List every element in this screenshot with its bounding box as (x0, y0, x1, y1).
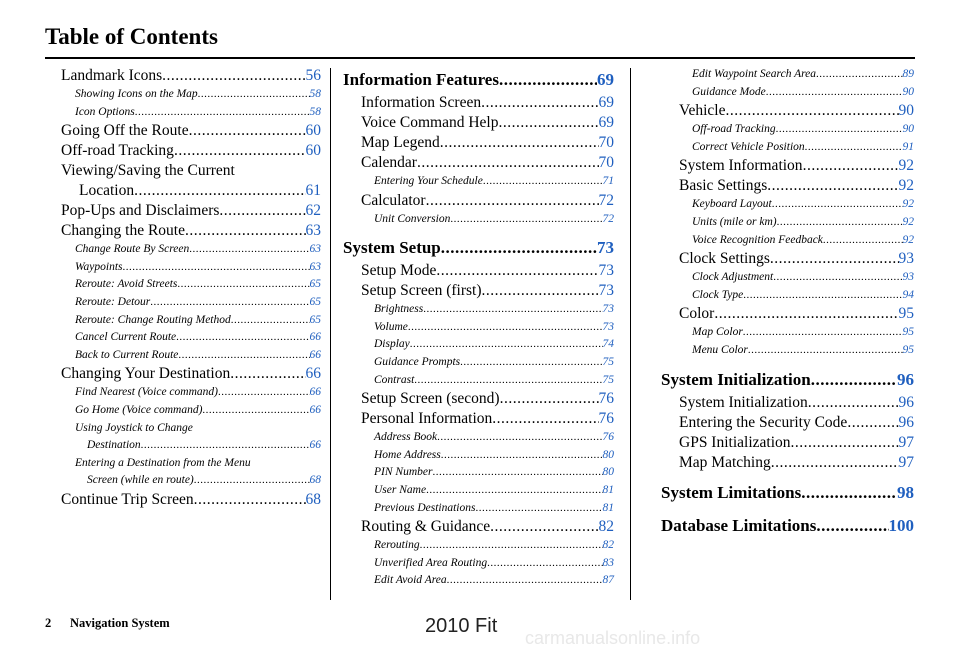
toc-entry-label: Vehicle (679, 102, 726, 120)
leader-dots (441, 238, 597, 258)
page-number-link[interactable]: 96 (898, 393, 914, 411)
leader-dots (189, 241, 309, 259)
toc-entry-label: Edit Avoid Area (374, 574, 447, 587)
toc-entry[interactable] (661, 453, 914, 473)
page-number-link[interactable]: 90 (898, 102, 914, 120)
page-number-link[interactable]: 73 (602, 320, 614, 333)
toc-entry[interactable] (61, 181, 321, 201)
leader-dots (432, 464, 602, 482)
toc-entry[interactable] (343, 409, 614, 429)
toc-entry[interactable] (61, 347, 321, 365)
toc-entry[interactable] (61, 364, 321, 384)
toc-entry-label: Go Home (Voice command) (75, 403, 203, 416)
toc-entry-label: Off-road Tracking (61, 142, 174, 160)
page-number-link[interactable]: 73 (597, 238, 614, 258)
toc-entry-label: User Name (374, 483, 427, 496)
toc-entry-label: Entering Your Schedule (374, 175, 483, 187)
toc-entry-label: Changing Your Destination (61, 365, 231, 383)
leader-dots (801, 483, 897, 503)
toc-entry-label: Previous Destinations (374, 501, 476, 514)
toc-entry[interactable] (61, 384, 321, 402)
leader-dots (490, 517, 598, 537)
page-number-link[interactable]: 74 (602, 338, 614, 351)
leader-dots (492, 409, 598, 429)
toc-entry[interactable] (661, 176, 914, 196)
page-number-link[interactable]: 83 (602, 556, 614, 569)
leader-dots (499, 70, 597, 90)
leader-dots (776, 121, 903, 139)
toc-entry-label: Menu Color (692, 343, 748, 356)
toc-entry[interactable] (61, 259, 321, 277)
page-number-link[interactable]: 72 (598, 191, 614, 209)
page-number-link[interactable]: 97 (898, 453, 914, 471)
toc-section-entry[interactable] (661, 516, 914, 536)
leader-dots (475, 500, 602, 518)
page-number-link[interactable]: 76 (598, 410, 614, 428)
page-number-link[interactable]: 72 (602, 212, 614, 225)
footer-title: Navigation System (70, 616, 170, 630)
toc-column-3 (661, 66, 914, 539)
page-number-link[interactable]: 58 (309, 105, 321, 118)
toc-entry-label: Entering the Security Code (679, 413, 848, 431)
toc-entry-label: Routing & Guidance (361, 518, 491, 536)
toc-entry-label: Keyboard Layout (692, 198, 772, 211)
column-divider (630, 68, 631, 600)
leader-dots (771, 453, 899, 473)
page-number-link[interactable]: 58 (309, 88, 321, 100)
toc-entry-label: Information Screen (361, 94, 482, 111)
toc-entry[interactable] (61, 402, 321, 420)
toc-entry[interactable] (661, 156, 914, 176)
page-number-link[interactable]: 73 (598, 282, 614, 300)
toc-entry[interactable] (661, 214, 914, 232)
toc-entry-label: GPS Initialization (679, 433, 791, 451)
toc-entry-label: Map Legend (361, 134, 440, 151)
toc-entry[interactable] (661, 101, 914, 121)
toc-entry-label: Changing the Route (61, 222, 185, 240)
toc-entry[interactable] (61, 66, 321, 86)
toc-entry-label: Units (mile or km) (692, 215, 777, 228)
toc-entry[interactable] (343, 261, 614, 281)
leader-dots (194, 490, 306, 510)
toc-entry[interactable] (61, 294, 321, 312)
page-number-link[interactable]: 76 (602, 431, 614, 444)
toc-entry[interactable] (343, 301, 614, 319)
page-number-link[interactable]: 65 (309, 313, 321, 326)
toc-section-entry[interactable] (661, 483, 914, 503)
toc-entry[interactable] (661, 433, 914, 453)
page-number-link[interactable]: 80 (602, 448, 614, 461)
page-number-link[interactable]: 75 (602, 373, 614, 386)
toc-entry[interactable] (61, 221, 321, 241)
page-number-link[interactable]: 66 (309, 403, 321, 416)
page-number-link[interactable]: 92 (902, 233, 914, 246)
toc-entry-label: Setup Screen (first) (361, 282, 482, 300)
page-number-link[interactable]: 90 (902, 85, 914, 98)
page-number-link[interactable]: 95 (898, 305, 914, 323)
page-number-link[interactable]: 80 (602, 466, 614, 479)
page-number-link[interactable]: 92 (902, 198, 914, 211)
leader-dots (436, 261, 598, 281)
toc-entry-label: System Limitations (661, 482, 802, 502)
page-number-link[interactable]: 69 (597, 70, 614, 89)
page-number-link[interactable]: 81 (602, 483, 614, 496)
leader-dots (426, 482, 602, 500)
leader-dots (791, 433, 899, 453)
toc-entry-label: PIN Number (374, 466, 433, 479)
toc-entry[interactable] (61, 201, 321, 221)
toc-entry[interactable] (61, 141, 321, 161)
page-title: Table of Contents (45, 24, 218, 49)
toc-entry-label: Location (79, 182, 135, 200)
toc-entry-label: Personal Information (361, 410, 493, 428)
toc-entry[interactable] (343, 173, 614, 191)
page-number-link[interactable]: 70 (598, 154, 614, 171)
leader-dots (482, 281, 599, 301)
toc-entry-label: Viewing/Saving the Current (61, 162, 235, 180)
leader-dots (218, 384, 310, 402)
toc-column-2 (343, 66, 614, 590)
toc-entry-label: System Setup (343, 238, 441, 258)
toc-entry[interactable] (343, 336, 614, 354)
toc-entry-label: Reroute: Change Routing Method (75, 313, 231, 326)
leader-dots (185, 221, 306, 241)
toc-entry[interactable] (343, 93, 614, 113)
leader-dots (420, 537, 603, 555)
leader-dots (162, 66, 305, 86)
page-number-link[interactable]: 92 (898, 157, 914, 175)
toc-entry-label: Voice Recognition Feedback (692, 233, 823, 246)
toc-entry[interactable] (661, 232, 914, 250)
page-number-link[interactable]: 73 (598, 262, 614, 280)
toc-entry-label: Screen (while en route) (87, 474, 194, 487)
leader-dots (714, 304, 898, 324)
leader-dots (450, 211, 602, 229)
page-number-link[interactable]: 75 (602, 355, 614, 368)
page-number-link[interactable]: 82 (598, 518, 614, 536)
leader-dots (437, 429, 602, 447)
page-number-link[interactable]: 68 (309, 474, 321, 487)
page-number-link[interactable]: 92 (898, 177, 914, 195)
toc-entry[interactable] (661, 66, 914, 84)
leader-dots (772, 196, 903, 214)
leader-dots (414, 372, 602, 390)
toc-entry-label: Setup Screen (second) (361, 390, 500, 408)
page-number-link[interactable]: 60 (305, 142, 321, 160)
toc-entry[interactable] (61, 86, 321, 104)
toc-entry-label: Basic Settings (679, 177, 768, 195)
toc-entry-label: Cancel Current Route (75, 331, 177, 344)
page-number-link[interactable]: 98 (897, 482, 914, 502)
toc-section-entry[interactable] (343, 238, 614, 258)
leader-dots (725, 101, 898, 121)
toc-entry-label: Unverified Area Routing (374, 556, 488, 569)
leader-dots (823, 232, 903, 250)
toc-entry[interactable] (343, 319, 614, 337)
toc-entry[interactable] (661, 139, 914, 157)
page-number-link[interactable]: 68 (305, 490, 321, 508)
page-number-link[interactable]: 63 (309, 243, 321, 256)
toc-entry-label: Off-road Tracking (692, 123, 776, 136)
leader-dots (743, 287, 902, 305)
toc-entry[interactable] (61, 312, 321, 330)
page-number-link[interactable]: 66 (309, 331, 321, 344)
footer-page-number: 2 (45, 616, 52, 630)
toc-entry[interactable] (343, 572, 614, 590)
toc-entry[interactable] (661, 342, 914, 360)
leader-dots (177, 276, 309, 294)
leader-dots (481, 93, 598, 113)
toc-entry-label: Entering a Destination from the Menu (75, 456, 251, 469)
toc-entry[interactable] (343, 133, 614, 153)
page-number-link[interactable]: 73 (602, 303, 614, 316)
toc-entry-label: Home Address (374, 448, 441, 461)
toc-entry-label: Correct Vehicle Position (692, 140, 805, 153)
leader-dots (141, 437, 310, 455)
toc-entry-label: Back to Current Route (75, 348, 179, 361)
page-number-link[interactable]: 63 (305, 222, 321, 240)
leader-dots (487, 555, 602, 573)
page-number-link[interactable]: 63 (309, 260, 321, 273)
page-number-link[interactable]: 70 (598, 134, 614, 151)
page-number-link[interactable]: 95 (902, 326, 914, 339)
watermark: 2010 Fit (425, 615, 498, 637)
toc-entry-label: Contrast (374, 373, 415, 386)
toc-entry-label: Display (374, 338, 410, 351)
toc-entry-label: System Information (679, 157, 803, 175)
page-number-link[interactable]: 96 (898, 413, 914, 431)
leader-dots (198, 86, 310, 104)
leader-dots (410, 336, 603, 354)
toc-entry-label: Landmark Icons (61, 67, 163, 84)
leader-dots (748, 342, 903, 360)
toc-entry[interactable] (343, 447, 614, 465)
page-number-link[interactable]: 65 (309, 295, 321, 308)
toc-entry[interactable] (343, 372, 614, 390)
toc-entry-label: Voice Command Help (361, 114, 499, 131)
column-divider (330, 68, 331, 600)
leader-dots (440, 133, 599, 153)
leader-dots (231, 312, 310, 330)
leader-dots (816, 516, 888, 536)
page-number-link[interactable]: 93 (902, 271, 914, 284)
toc-entry-label: Pop-Ups and Disclaimers (61, 202, 220, 220)
leader-dots (174, 141, 306, 161)
toc-entry-label: Using Joystick to Change (75, 421, 193, 434)
leader-dots (123, 259, 310, 277)
toc-entry[interactable] (661, 413, 914, 433)
leader-dots (777, 214, 903, 232)
toc-entry[interactable] (61, 437, 321, 455)
page-number-link[interactable]: 71 (602, 175, 614, 187)
toc-entry-label: Change Route By Screen (75, 243, 190, 256)
toc-entry[interactable] (661, 269, 914, 287)
toc-entry[interactable] (343, 482, 614, 500)
leader-dots (135, 104, 310, 122)
page-number-link[interactable]: 65 (309, 278, 321, 291)
toc-entry-label: Clock Adjustment (692, 271, 774, 284)
leader-dots (811, 370, 897, 390)
toc-entry[interactable] (61, 329, 321, 347)
page-number-link[interactable]: 93 (898, 250, 914, 268)
leader-dots (743, 324, 903, 342)
leader-dots (808, 393, 899, 413)
toc-entry-label: Guidance Prompts (374, 355, 461, 368)
page-number-link[interactable]: 95 (902, 343, 914, 356)
page-number-link[interactable]: 96 (897, 369, 914, 389)
toc-entry-label: Clock Settings (679, 250, 770, 268)
page-number-link[interactable]: 90 (902, 123, 914, 136)
toc-entry-label: Brightness (374, 303, 424, 316)
page-number-link[interactable]: 69 (598, 114, 614, 131)
toc-entry[interactable] (61, 104, 321, 122)
leader-dots (766, 84, 903, 102)
leader-dots (767, 176, 898, 196)
page-number-link[interactable]: 60 (305, 122, 321, 140)
toc-entry[interactable] (343, 537, 614, 555)
page-number-link[interactable]: 89 (902, 68, 914, 80)
toc-entry-label: Continue Trip Screen (61, 490, 194, 508)
toc-entry[interactable] (343, 281, 614, 301)
toc-entry-label: Calendar (361, 154, 417, 171)
toc-entry[interactable] (61, 276, 321, 294)
page-number-link[interactable]: 62 (305, 202, 321, 220)
leader-dots (441, 447, 603, 465)
toc-entry-label: Calculator (361, 191, 426, 209)
toc-entry-label: Going Off the Route (61, 122, 189, 140)
toc-column-1 (61, 66, 321, 510)
toc-entry-label: Edit Waypoint Search Area (692, 68, 817, 80)
toc-entry[interactable] (61, 490, 321, 510)
page-number-link[interactable]: 66 (309, 439, 321, 452)
page-number-link[interactable]: 81 (602, 501, 614, 514)
toc-entry-label: Clock Type (692, 288, 744, 301)
watermark-site: carmanualsonline.info (525, 628, 701, 648)
page-number-link[interactable]: 56 (305, 67, 321, 84)
toc-entry-label: Waypoints (75, 260, 123, 273)
toc-entry[interactable] (661, 249, 914, 269)
toc-entry[interactable] (343, 464, 614, 482)
page-number-link[interactable]: 66 (305, 365, 321, 383)
toc-entry-label: Database Limitations (661, 515, 817, 535)
page-number-link[interactable]: 91 (902, 140, 914, 153)
toc-entry[interactable] (343, 517, 614, 537)
toc-entry[interactable] (343, 500, 614, 518)
toc-entry-label: Setup Mode (361, 262, 437, 280)
toc-entry[interactable] (661, 121, 914, 139)
leader-dots (500, 389, 599, 409)
leader-dots (202, 402, 309, 420)
page-number-link[interactable]: 76 (598, 390, 614, 408)
toc-entry-label: Icon Options (75, 105, 135, 118)
toc-section-entry[interactable] (661, 370, 914, 390)
toc-entry-label: System Initialization (679, 393, 808, 411)
leader-dots (423, 301, 602, 319)
toc-entry[interactable] (343, 211, 614, 229)
toc-entry[interactable] (343, 113, 614, 133)
page-number-link[interactable]: 69 (598, 94, 614, 111)
leader-dots (194, 472, 310, 490)
toc-entry-label: Reroute: Avoid Streets (75, 278, 178, 291)
leader-dots (189, 121, 306, 141)
leader-dots (408, 319, 603, 337)
leader-dots (805, 139, 903, 157)
leader-dots (426, 191, 599, 211)
leader-dots (219, 201, 305, 221)
toc-entry[interactable] (61, 241, 321, 259)
page-number-link[interactable]: 100 (888, 515, 914, 535)
leader-dots (176, 329, 309, 347)
leader-dots (178, 347, 309, 365)
leader-dots (230, 364, 305, 384)
page-number-link[interactable]: 97 (898, 433, 914, 451)
leader-dots (773, 269, 902, 287)
leader-dots (498, 113, 598, 133)
toc-entry[interactable] (661, 393, 914, 413)
toc-entry[interactable] (343, 429, 614, 447)
toc-entry[interactable] (661, 324, 914, 342)
toc-entry[interactable] (343, 555, 614, 573)
page-number-link[interactable]: 61 (305, 182, 321, 200)
leader-dots (134, 181, 305, 201)
toc-entry-label: Destination (87, 439, 141, 452)
leader-dots (483, 173, 603, 191)
toc-entry-label: Map Matching (679, 453, 771, 471)
leader-dots (770, 249, 899, 269)
title-rule (45, 57, 915, 59)
toc-entry[interactable] (343, 354, 614, 372)
toc-entry-label: Guidance Mode (692, 85, 766, 98)
toc-entry[interactable] (61, 472, 321, 490)
toc-entry[interactable] (661, 287, 914, 305)
toc-entry[interactable] (661, 196, 914, 214)
page-number-link[interactable]: 66 (309, 386, 321, 399)
leader-dots (803, 156, 899, 176)
toc-entry[interactable] (343, 153, 614, 173)
toc-entry-label: Reroute: Detour (75, 295, 151, 308)
leader-dots (447, 572, 603, 590)
toc-entry-label: Unit Conversion (374, 212, 451, 225)
toc-entry-label: Volume (374, 320, 408, 333)
toc-entry[interactable] (661, 84, 914, 102)
toc-entry-label: Map Color (692, 326, 743, 339)
toc-entry-label: System Initialization (661, 369, 811, 389)
toc-entry-label: Address Book (374, 431, 438, 444)
toc-entry-label: Find Nearest (Voice command) (75, 386, 218, 399)
leader-dots (417, 153, 599, 173)
page-number-link[interactable]: 94 (902, 288, 914, 301)
toc-entry[interactable] (343, 389, 614, 409)
page-number-link[interactable]: 66 (309, 348, 321, 361)
toc-entry-label: Information Features (343, 70, 499, 89)
toc-section-entry[interactable] (343, 70, 614, 90)
leader-dots (460, 354, 602, 372)
toc-entry[interactable] (343, 191, 614, 211)
leader-dots (816, 66, 902, 84)
toc-entry-label: Color (679, 305, 715, 323)
toc-entry-label: Rerouting (374, 539, 420, 552)
page-number-link[interactable]: 92 (902, 215, 914, 228)
toc-entry[interactable] (61, 121, 321, 141)
leader-dots (150, 294, 309, 312)
toc-entry[interactable] (661, 304, 914, 324)
toc-entry-label: Showing Icons on the Map (75, 88, 198, 100)
page-number-link[interactable]: 87 (602, 574, 614, 587)
page-number-link[interactable]: 82 (602, 539, 614, 552)
leader-dots (847, 413, 898, 433)
